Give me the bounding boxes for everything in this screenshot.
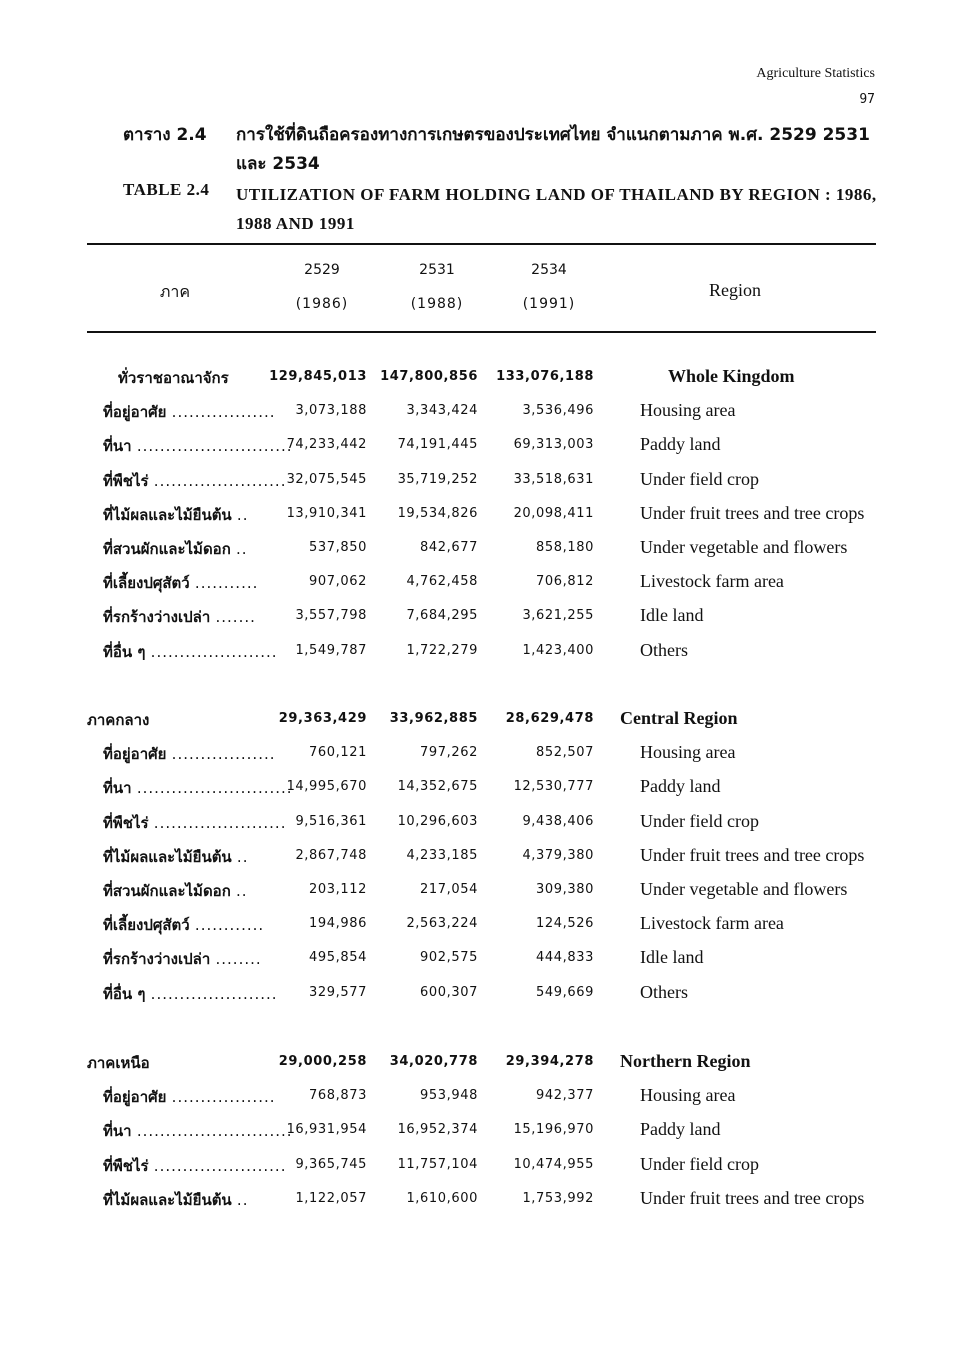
row-label-english: Under fruit trees and tree crops xyxy=(640,1187,865,1208)
year-be: 2529 xyxy=(304,262,340,278)
leader-dots: ........ xyxy=(215,950,262,969)
row-label-thai xyxy=(103,434,293,458)
year-ad: (1986) xyxy=(295,296,349,312)
year-ad: (1988) xyxy=(410,296,464,312)
row-value: 3,536,496 xyxy=(522,403,594,419)
section-total-value: 129,845,013 xyxy=(269,369,367,384)
row-label-english: Housing area xyxy=(640,1085,736,1106)
row-value: 549,669 xyxy=(536,984,594,1000)
row-label-thai-text: ที่นา xyxy=(103,1122,132,1141)
table-row xyxy=(0,742,966,772)
row-label-thai-text: ที่อื่น ๆ xyxy=(103,642,146,661)
section-name-thai: ภาคกลาง xyxy=(87,711,150,729)
table-row xyxy=(0,571,966,601)
table-row xyxy=(0,537,966,567)
leader-dots: .. xyxy=(236,505,249,524)
table-header-rule xyxy=(87,331,876,333)
leader-dots: ....................... xyxy=(153,471,287,490)
row-value: 942,377 xyxy=(536,1088,594,1104)
table-row xyxy=(0,947,966,977)
row-label-thai-text: ที่ไม้ผลและไม้ยืนต้น xyxy=(103,1190,232,1209)
row-value: 953,948 xyxy=(420,1088,478,1104)
row-value: 444,833 xyxy=(536,950,594,966)
row-label-thai-text: ที่รกร้างว่างเปล่า xyxy=(103,608,211,627)
table-row xyxy=(0,879,966,909)
row-label-english: Paddy land xyxy=(640,1119,721,1140)
table-row xyxy=(0,434,966,464)
row-value: 852,507 xyxy=(536,745,594,761)
section-total-value: 33,962,885 xyxy=(389,711,478,726)
row-label-thai xyxy=(103,1154,287,1178)
leader-dots: ........... xyxy=(194,574,259,593)
row-label-english: Under vegetable and flowers xyxy=(640,879,848,899)
section-name-thai: ภาคเหนือ xyxy=(87,1054,150,1072)
row-label-thai xyxy=(103,811,287,835)
row-value: 1,610,600 xyxy=(406,1190,478,1206)
row-value: 3,073,188 xyxy=(295,403,367,419)
row-value: 797,262 xyxy=(420,745,478,761)
row-value: 14,352,675 xyxy=(397,779,478,795)
row-label-thai xyxy=(103,1188,255,1212)
row-label-thai xyxy=(103,947,262,971)
column-header-year-1 xyxy=(277,262,367,312)
section-total-value: 28,629,478 xyxy=(505,711,594,726)
leader-dots: ....... xyxy=(215,608,256,627)
row-label-thai-text: ที่รกร้างว่างเปล่า xyxy=(103,950,211,969)
section-total-value: 133,076,188 xyxy=(496,369,594,384)
table-row xyxy=(0,1119,966,1149)
row-label-english: Paddy land xyxy=(640,434,721,455)
row-value: 217,054 xyxy=(420,882,478,897)
row-label-english: Livestock farm area xyxy=(640,913,784,934)
row-label-english: Under vegetable and flowers xyxy=(640,537,848,557)
table-row xyxy=(0,811,966,841)
row-label-thai-text: ที่ไม้ผลและไม้ยืนต้น xyxy=(103,847,232,866)
row-value: 35,719,252 xyxy=(397,471,478,487)
row-label-thai-text: ที่สวนผักและไม้ดอก xyxy=(103,882,231,900)
leader-dots: ....................... xyxy=(153,813,287,832)
row-label-thai xyxy=(103,845,255,869)
row-value: 16,931,954 xyxy=(286,1122,367,1138)
row-value: 537,850 xyxy=(309,540,367,555)
row-label-thai xyxy=(103,400,276,424)
row-value: 858,180 xyxy=(536,540,594,555)
row-label-english: Paddy land xyxy=(640,776,721,797)
row-value: 768,873 xyxy=(309,1088,367,1104)
row-label-english: Others xyxy=(640,981,688,1002)
row-value: 13,910,341 xyxy=(286,505,367,521)
row-label-english: Others xyxy=(640,639,688,660)
row-label-english: Under fruit trees and tree crops xyxy=(640,844,865,865)
row-label-thai xyxy=(103,640,278,664)
row-value: 600,307 xyxy=(420,984,478,1000)
table-row xyxy=(0,1188,966,1218)
leader-dots: .. xyxy=(236,540,248,558)
row-label-english: Under field crop xyxy=(640,468,759,489)
leader-dots: ........................... xyxy=(136,437,293,456)
row-value: 10,474,955 xyxy=(513,1156,594,1172)
section-total-value: 34,020,778 xyxy=(389,1054,478,1069)
section-name-english: Central Region xyxy=(620,708,738,728)
row-label-thai xyxy=(103,469,287,493)
row-label-thai xyxy=(103,776,293,800)
row-label-thai-text: ที่นา xyxy=(103,779,132,798)
row-value: 16,952,374 xyxy=(397,1122,478,1138)
section-total-value: 29,000,258 xyxy=(278,1054,367,1069)
row-label-thai-text: ที่เลี้ยงปศุสัตว์ xyxy=(103,916,190,935)
row-value: 495,854 xyxy=(309,950,367,966)
row-value: 20,098,411 xyxy=(513,505,594,521)
row-value: 842,677 xyxy=(420,540,478,555)
table-title-english: UTILIZATION OF FARM HOLDING LAND OF THAILAND BY REGION : 1986, 1988 AND 1991 xyxy=(236,185,877,233)
leader-dots: .................. xyxy=(171,1088,276,1107)
row-value: 2,563,224 xyxy=(406,916,478,932)
column-header-region-thai: ภาค xyxy=(159,282,191,301)
row-value: 74,233,442 xyxy=(286,437,367,453)
leader-dots: .. xyxy=(236,882,248,900)
table-row xyxy=(0,469,966,499)
row-label-thai xyxy=(103,503,255,527)
running-title: Agriculture Statistics xyxy=(756,66,875,81)
table-row xyxy=(0,1085,966,1115)
row-value: 2,867,748 xyxy=(295,847,367,863)
table-row xyxy=(0,913,966,943)
row-value: 907,062 xyxy=(309,574,367,590)
row-value: 4,762,458 xyxy=(406,574,478,590)
row-value: 203,112 xyxy=(309,882,367,897)
table-label-english: TABLE 2.4 xyxy=(123,180,210,199)
section-total-value: 29,394,278 xyxy=(505,1054,594,1069)
section-total-value: 29,363,429 xyxy=(278,711,367,726)
table-row xyxy=(0,1154,966,1184)
row-label-thai xyxy=(103,605,255,629)
row-label-thai xyxy=(103,571,259,595)
row-label-thai-text: ที่เลี้ยงปศุสัตว์ xyxy=(103,574,190,593)
row-label-thai xyxy=(103,879,255,903)
row-value: 19,534,826 xyxy=(397,505,478,521)
row-value: 7,684,295 xyxy=(406,608,478,624)
leader-dots: .. xyxy=(236,1190,249,1209)
section-name-english: Northern Region xyxy=(620,1051,751,1071)
year-be: 2531 xyxy=(419,262,455,278)
year-ad: (1991) xyxy=(522,296,576,312)
column-header-year-3 xyxy=(504,262,594,312)
section-name-english: Whole Kingdom xyxy=(668,366,795,386)
row-label-thai-text: ที่นา xyxy=(103,437,132,456)
row-label-english: Housing area xyxy=(640,742,736,763)
row-label-english: Housing area xyxy=(640,400,736,421)
row-value: 706,812 xyxy=(536,574,594,590)
row-value: 15,196,970 xyxy=(513,1122,594,1138)
row-value: 194,986 xyxy=(309,916,367,932)
table-title-thai: การใช้ที่ดินถือครองทางการเกษตรของประเทศไทย จำแนกตามภาค พ.ศ. 2529 2531 และ 2534 xyxy=(236,125,870,174)
leader-dots: ........................... xyxy=(136,1122,293,1141)
leader-dots: ...................... xyxy=(150,984,278,1003)
row-label-english: Idle land xyxy=(640,605,704,626)
row-label-thai-text: ที่ไม้ผลและไม้ยืนต้น xyxy=(103,505,232,524)
row-value: 124,526 xyxy=(536,916,594,932)
row-value: 33,518,631 xyxy=(513,471,594,487)
table-row xyxy=(0,400,966,430)
row-value: 1,549,787 xyxy=(295,642,367,658)
table-label-thai: ตาราง 2.4 xyxy=(123,125,207,145)
row-label-thai-text: ที่สวนผักและไม้ดอก xyxy=(103,540,231,558)
row-value: 9,365,745 xyxy=(295,1156,367,1172)
leader-dots: .................. xyxy=(171,403,276,422)
row-value: 74,191,445 xyxy=(397,437,478,453)
row-label-thai-text: ที่อยู่อาศัย xyxy=(103,403,167,422)
row-label-thai-text: ที่อยู่อาศัย xyxy=(103,745,167,764)
row-value: 3,557,798 xyxy=(295,608,367,624)
section-total-row xyxy=(0,708,966,738)
row-label-thai xyxy=(103,742,276,766)
row-value: 1,722,279 xyxy=(406,642,478,658)
row-label-english: Under fruit trees and tree crops xyxy=(640,502,865,523)
row-value: 4,379,380 xyxy=(522,847,594,863)
table-row xyxy=(0,503,966,533)
column-header-year-2 xyxy=(392,262,482,312)
row-label-thai xyxy=(103,1119,293,1143)
row-label-english: Under field crop xyxy=(640,1153,759,1174)
row-value: 3,621,255 xyxy=(522,608,594,624)
column-header-region-english: Region xyxy=(709,280,761,300)
page-number: 97 xyxy=(859,92,875,107)
leader-dots: ............ xyxy=(194,916,265,935)
row-value: 9,438,406 xyxy=(522,813,594,829)
section-total-row xyxy=(0,1051,966,1081)
leader-dots: ....................... xyxy=(153,1156,287,1175)
row-label-english: Idle land xyxy=(640,947,704,968)
row-label-english: Under field crop xyxy=(640,810,759,831)
row-value: 1,753,992 xyxy=(522,1190,594,1206)
row-value: 1,122,057 xyxy=(295,1190,367,1206)
leader-dots: .................. xyxy=(171,745,276,764)
row-value: 32,075,545 xyxy=(286,471,367,487)
row-label-thai xyxy=(103,913,265,937)
row-value: 3,343,424 xyxy=(406,403,478,419)
row-value: 69,313,003 xyxy=(513,437,594,453)
table-row xyxy=(0,982,966,1012)
row-value: 902,575 xyxy=(420,950,478,966)
table-row xyxy=(0,640,966,670)
row-label-thai xyxy=(103,537,255,561)
row-value: 12,530,777 xyxy=(513,779,594,795)
row-value: 4,233,185 xyxy=(406,847,478,863)
row-label-thai-text: ที่อื่น ๆ xyxy=(103,984,146,1003)
row-value: 760,121 xyxy=(309,745,367,761)
row-label-thai-text: ที่พืชไร่ xyxy=(103,813,149,832)
table-top-rule xyxy=(87,243,876,245)
row-value: 329,577 xyxy=(309,984,367,1000)
row-label-thai xyxy=(103,1085,276,1109)
row-value: 1,423,400 xyxy=(522,642,594,658)
row-value: 9,516,361 xyxy=(295,813,367,829)
section-name-thai: ทั่วราชอาณาจักร xyxy=(118,369,229,387)
row-label-thai-text: ที่พืชไร่ xyxy=(103,1156,149,1175)
table-row xyxy=(0,776,966,806)
leader-dots: ...................... xyxy=(150,642,278,661)
leader-dots: .. xyxy=(236,847,249,866)
row-value: 309,380 xyxy=(536,882,594,897)
leader-dots: ........................... xyxy=(136,779,293,798)
row-value: 14,995,670 xyxy=(286,779,367,795)
row-label-thai-text: ที่พืชไร่ xyxy=(103,471,149,490)
row-value: 10,296,603 xyxy=(397,813,478,829)
table-row xyxy=(0,845,966,875)
section-total-row xyxy=(0,366,966,396)
row-value: 11,757,104 xyxy=(397,1156,478,1172)
row-label-thai xyxy=(103,982,278,1006)
table-row xyxy=(0,605,966,635)
row-label-thai-text: ที่อยู่อาศัย xyxy=(103,1088,167,1107)
year-be: 2534 xyxy=(531,262,567,278)
row-label-english: Livestock farm area xyxy=(640,571,784,592)
section-total-value: 147,800,856 xyxy=(380,369,478,384)
